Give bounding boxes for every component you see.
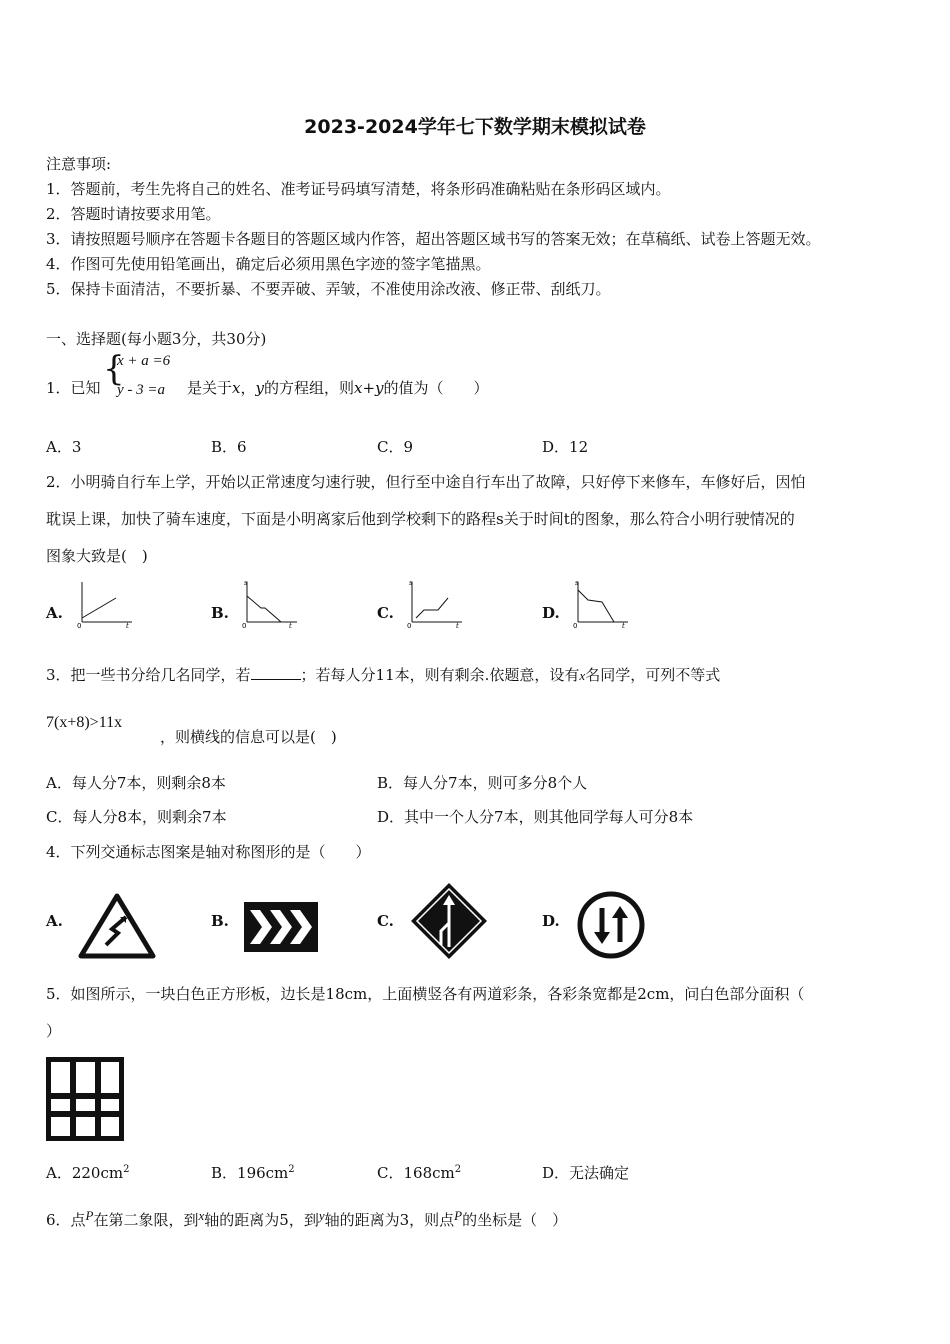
origin-label: 0	[242, 622, 247, 630]
notice-item: 5．保持卡面清洁，不要折暴、不要弄破、弄皱，不准使用涂改液、修正带、刮纸刀。	[46, 280, 611, 298]
q1-equation-2: y - 3 =a	[117, 382, 166, 398]
q5-option-a[interactable]: A．$220cm^2$	[46, 1164, 130, 1182]
q4-option-c[interactable]: C.	[377, 912, 394, 930]
q3-option-a[interactable]: A．每人分7本，则剩余8本	[46, 774, 226, 792]
t-axis-label: t	[289, 622, 292, 630]
q4-option-a[interactable]: A.	[46, 912, 63, 930]
traffic-sign-two-way-icon	[576, 890, 646, 960]
q1-number: 1．已知	[46, 379, 101, 397]
s-axis-label: s	[575, 579, 579, 587]
traffic-sign-chevron-icon	[244, 902, 318, 952]
q1-option-d[interactable]: D．12	[542, 438, 589, 456]
q2-graph-a	[76, 578, 136, 628]
q1-option-b[interactable]: B．6	[211, 438, 247, 456]
q1-option-a[interactable]: A．3	[46, 438, 82, 456]
q2-graph-d	[572, 578, 632, 628]
q5-option-b[interactable]: B．$196cm^2$	[211, 1164, 295, 1182]
t-axis-label: t	[456, 622, 459, 630]
s-axis-label: s	[409, 579, 413, 587]
q5-line-1: 5．如图所示，一块白色正方形板，边长是18cm，上面横竖各有两道彩条，各彩条宽都是2cm，问白色部分面积（	[46, 985, 805, 1003]
notice-item: 2．答题时请按要求用笔。	[46, 205, 221, 223]
q2-option-a[interactable]: A.	[46, 604, 63, 622]
t-axis-label: t	[622, 622, 625, 630]
traffic-sign-merge-diamond-icon	[409, 881, 489, 961]
traffic-sign-triangle-icon	[78, 893, 156, 959]
q3-option-b[interactable]: B．每人分7本，则可多分8个人	[377, 774, 588, 792]
notice-item: 1．答题前，考生先将自己的姓名、准考证号码填写清楚，将条形码准确粘贴在条形码区域内。	[46, 180, 671, 198]
q2-line-3: 图象大致是( )	[46, 547, 148, 565]
q2-graph-c	[406, 578, 466, 628]
notice-item: 3．请按照题号顺序在答题卡各题目的答题区域内作答，超出答题区域书写的答案无效；在草稿纸、试卷上答题无效。	[46, 230, 821, 248]
q3-line-1: 3．把一些书分给几名同学，若 ；若每人分11本，则有剩余.依题意，设有x名同学，可列不等式	[46, 666, 721, 684]
answer-blank[interactable]	[251, 667, 301, 680]
origin-label: 0	[407, 622, 412, 630]
q5-option-d[interactable]: D．无法确定	[542, 1164, 630, 1182]
q2-option-d[interactable]: D.	[542, 604, 560, 622]
q5-option-c[interactable]: C．$168cm^2$	[377, 1164, 462, 1182]
section-heading: 一、选择题(每小题3分，共30分)	[46, 330, 267, 348]
t-axis-label: t	[126, 622, 129, 630]
brace-symbol: {	[103, 349, 125, 389]
q3-line-2: ，则横线的信息可以是( )	[160, 728, 337, 746]
q2-line-2: 耽误上课，加快了骑车速度，下面是小明离家后他到学校剩下的路程s关于时间t的图象，那么符合小明行驶情况的	[46, 510, 795, 528]
q2-line-1: 2．小明骑自行车上学，开始以正常速度匀速行驶，但行至中途自行车出了故障，只好停下来修车，车修好后，因怕	[46, 473, 806, 491]
page-title: 2023-2024学年七下数学期末模拟试卷	[304, 116, 646, 138]
q2-graph-b	[241, 578, 301, 628]
q2-option-c[interactable]: C.	[377, 604, 394, 622]
q4-option-b[interactable]: B.	[211, 912, 229, 930]
q3-option-c[interactable]: C．每人分8本，则剩余7本	[46, 808, 227, 826]
q3-inequality: 7(x+8)>11x	[46, 714, 123, 731]
q4-stem: 4．下列交通标志图案是轴对称图形的是（ ）	[46, 843, 371, 861]
q5-line-2: ）	[46, 1022, 62, 1040]
origin-label: 0	[573, 622, 578, 630]
notice-heading: 注意事项:	[46, 155, 112, 173]
q1-equation-1: x + a =6	[117, 353, 171, 369]
q2-option-b[interactable]: B.	[211, 604, 229, 622]
q1-stem: 是关于x，y的方程组，则x+y的值为（ ）	[187, 379, 489, 397]
q4-option-d[interactable]: D.	[542, 912, 560, 930]
origin-label: 0	[77, 622, 82, 630]
q3-option-d[interactable]: D．其中一个人分7本，则其他同学每人可分8本	[377, 808, 694, 826]
s-axis-label: s	[244, 579, 248, 587]
q1-option-c[interactable]: C．9	[377, 438, 414, 456]
square-board-figure	[46, 1057, 124, 1141]
q6-stem: 6．点P在第二象限，到x轴的距离为5，到y轴的距离为3，则点P的坐标是（ ）	[46, 1208, 568, 1229]
notice-item: 4．作图可先使用铅笔画出，确定后必须用黑色字迹的签字笔描黑。	[46, 255, 491, 273]
